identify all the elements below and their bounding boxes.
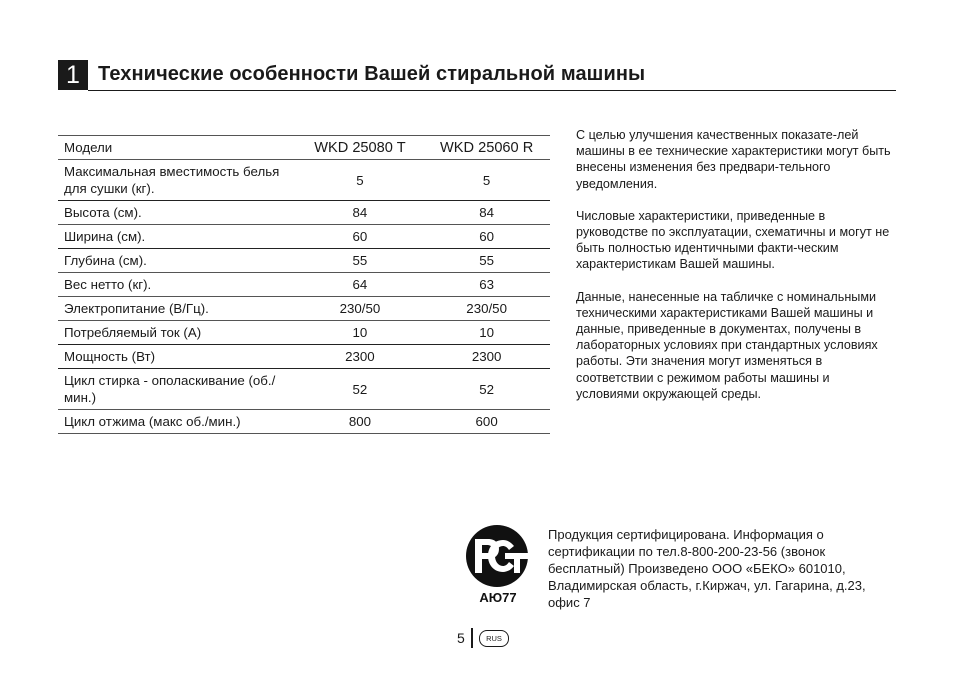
- notes-column: [576, 127, 891, 418]
- row-value-model-1: 64: [297, 273, 424, 297]
- language-badge: RUS: [479, 630, 509, 647]
- table-row: [58, 249, 550, 273]
- row-label: Ширина (см).: [58, 225, 297, 249]
- page-number: 5: [457, 630, 465, 646]
- table-row: [58, 410, 550, 434]
- table-row: [58, 297, 550, 321]
- table-row: [58, 160, 550, 201]
- row-value-model-1: 800: [297, 410, 424, 434]
- row-value-model-1: 60: [297, 225, 424, 249]
- header-model-1: WKD 25080 T: [297, 136, 424, 160]
- row-value-model-1: 84: [297, 201, 424, 225]
- table-row: [58, 225, 550, 249]
- table-row: [58, 201, 550, 225]
- row-label: Электропитание (В/Гц).: [58, 297, 297, 321]
- row-value-model-1: 5: [297, 160, 424, 201]
- row-label: Цикл стирка - ополаскивание (об./мин.): [58, 369, 297, 410]
- row-value-model-1: 230/50: [297, 297, 424, 321]
- note-nameplate: Данные, нанесенные на табличке с номинальными техническими характеристиками Вашей машины и данные, приведенные в документах, получены в лабораторных условиях при стандартных условиях работы. Эти значения могут изменяться в соответствии с режимом работы машины и условиями окружающей среды.: [576, 289, 878, 401]
- specifications-table: [58, 135, 550, 434]
- section-header: [58, 60, 896, 91]
- row-value-model-2: 52: [423, 369, 550, 410]
- row-value-model-2: 55: [423, 249, 550, 273]
- row-value-model-2: 5: [423, 160, 550, 201]
- table-row: [58, 345, 550, 369]
- section-number: 1: [58, 60, 88, 90]
- row-value-model-2: 84: [423, 201, 550, 225]
- row-value-model-2: 60: [423, 225, 550, 249]
- row-value-model-1: 2300: [297, 345, 424, 369]
- row-label: Высота (см).: [58, 201, 297, 225]
- row-value-model-2: 2300: [423, 345, 550, 369]
- row-value-model-1: 55: [297, 249, 424, 273]
- row-label: Мощность (Вт): [58, 345, 297, 369]
- header-model-2: WKD 25060 R: [423, 136, 550, 160]
- row-value-model-2: 230/50: [423, 297, 550, 321]
- footer-divider: [471, 628, 473, 648]
- header-models: Модели: [58, 136, 297, 160]
- table-header-row: [58, 136, 550, 160]
- row-value-model-2: 10: [423, 321, 550, 345]
- row-value-model-2: 63: [423, 273, 550, 297]
- row-label: Глубина (см).: [58, 249, 297, 273]
- rst-certification-mark-icon: [461, 525, 533, 605]
- row-label: Максимальная вместимость белья для сушки (кг).: [58, 160, 297, 201]
- table-row: [58, 369, 550, 410]
- note-numeric-values: Числовые характеристики, приведенные в руководстве по эксплуатации, схематичны и могут не быть полностью идентичными факти-ческим характеристикам Вашей машины.: [576, 208, 890, 272]
- section-title: Технические особенности Вашей стиральной машины: [98, 63, 646, 85]
- row-value-model-1: 52: [297, 369, 424, 410]
- certification-code: АЮ77: [479, 590, 517, 605]
- certification-text: Продукция сертифицирована. Информация о сертификации по тел.8-800-200-23-56 (звонок бесплатный) Произведено ООО «БЕКО» 601010, Владимирская область, г.Киржач, ул. Гагарина, д.23, офис 7: [548, 527, 866, 610]
- row-value-model-2: 600: [423, 410, 550, 434]
- row-label: Вес нетто (кг).: [58, 273, 297, 297]
- row-label: Цикл отжима (макс об./мин.): [58, 410, 297, 434]
- row-value-model-1: 10: [297, 321, 424, 345]
- table-row: [58, 273, 550, 297]
- table-row: [58, 321, 550, 345]
- row-label: Потребляемый ток (А): [58, 321, 297, 345]
- header-rule: [88, 90, 896, 92]
- note-improvements: С целью улучшения качественных показате-лей машины в ее технические характеристики могут быть внесены изменения без предвари-тельного уведомления.: [576, 128, 891, 191]
